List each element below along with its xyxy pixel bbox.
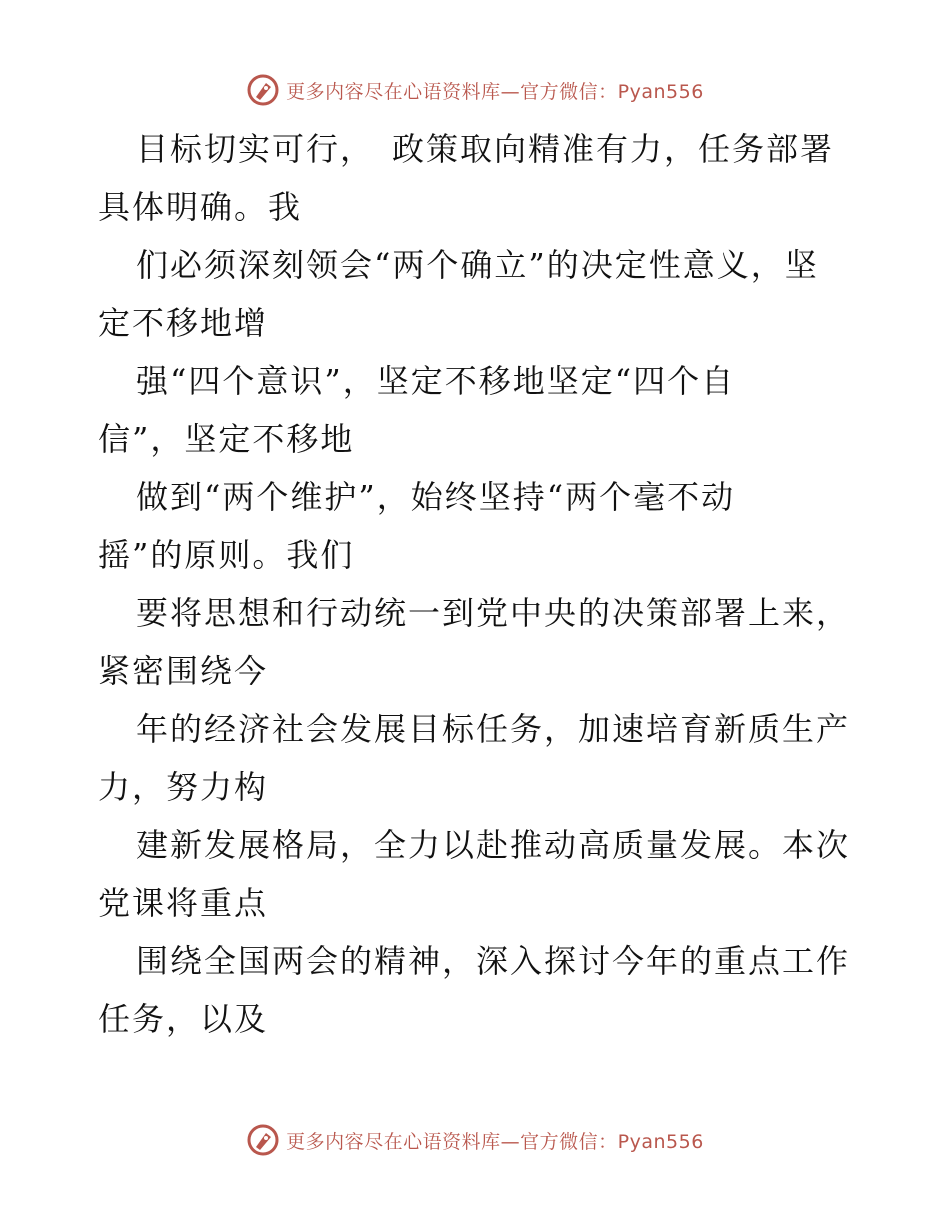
paragraph-line: 具体明确。我 — [98, 188, 303, 226]
paragraph-line: 摇”的原则。我们 — [98, 536, 355, 574]
footer-banner — [0, 1120, 950, 1160]
pen-nib-logo-icon — [246, 73, 280, 107]
paragraph-line: 力，努力构 — [98, 768, 269, 806]
paragraph-line: 目标切实可行， 政策取向精准有力，任务部署 — [136, 130, 835, 168]
paragraph-line: 们必须深刻领会“两个确立”的决定性意义，坚 — [136, 246, 819, 284]
paragraph-line: 信”，坚定不移地 — [98, 420, 355, 458]
paragraph-6 — [98, 700, 858, 816]
paragraph-line: 紧密围绕今 — [98, 652, 269, 690]
paragraph-line: 任务，以及 — [98, 1000, 269, 1038]
header-banner-text: 更多内容尽在心语资料库—官方微信：Pyan556 — [286, 80, 704, 103]
document-body — [98, 120, 858, 1048]
paragraph-3 — [98, 352, 858, 468]
header-banner — [0, 70, 950, 110]
paragraph-line: 做到“两个维护”，始终坚持“两个毫不动 — [136, 478, 736, 516]
paragraph-line: 年的经济社会发展目标任务，加速培育新质生产 — [136, 710, 851, 748]
pen-nib-logo-icon — [246, 1123, 280, 1157]
paragraph-8 — [98, 932, 858, 1048]
paragraph-line: 强“四个意识”，坚定不移地坚定“四个自 — [136, 362, 736, 400]
paragraph-4 — [98, 468, 858, 584]
paragraph-line: 建新发展格局，全力以赴推动高质量发展。本次 — [136, 826, 851, 864]
paragraph-1 — [98, 120, 858, 236]
paragraph-line: 定不移地增 — [98, 304, 269, 342]
paragraph-2 — [98, 236, 858, 352]
paragraph-line: 围绕全国两会的精神，深入探讨今年的重点工作 — [136, 942, 851, 980]
paragraph-5 — [98, 584, 858, 700]
paragraph-7 — [98, 816, 858, 932]
paragraph-line: 党课将重点 — [98, 884, 269, 922]
paragraph-line: 要将思想和行动统一到党中央的决策部署上来， — [136, 594, 851, 632]
footer-banner-text: 更多内容尽在心语资料库—官方微信：Pyan556 — [286, 1130, 704, 1153]
